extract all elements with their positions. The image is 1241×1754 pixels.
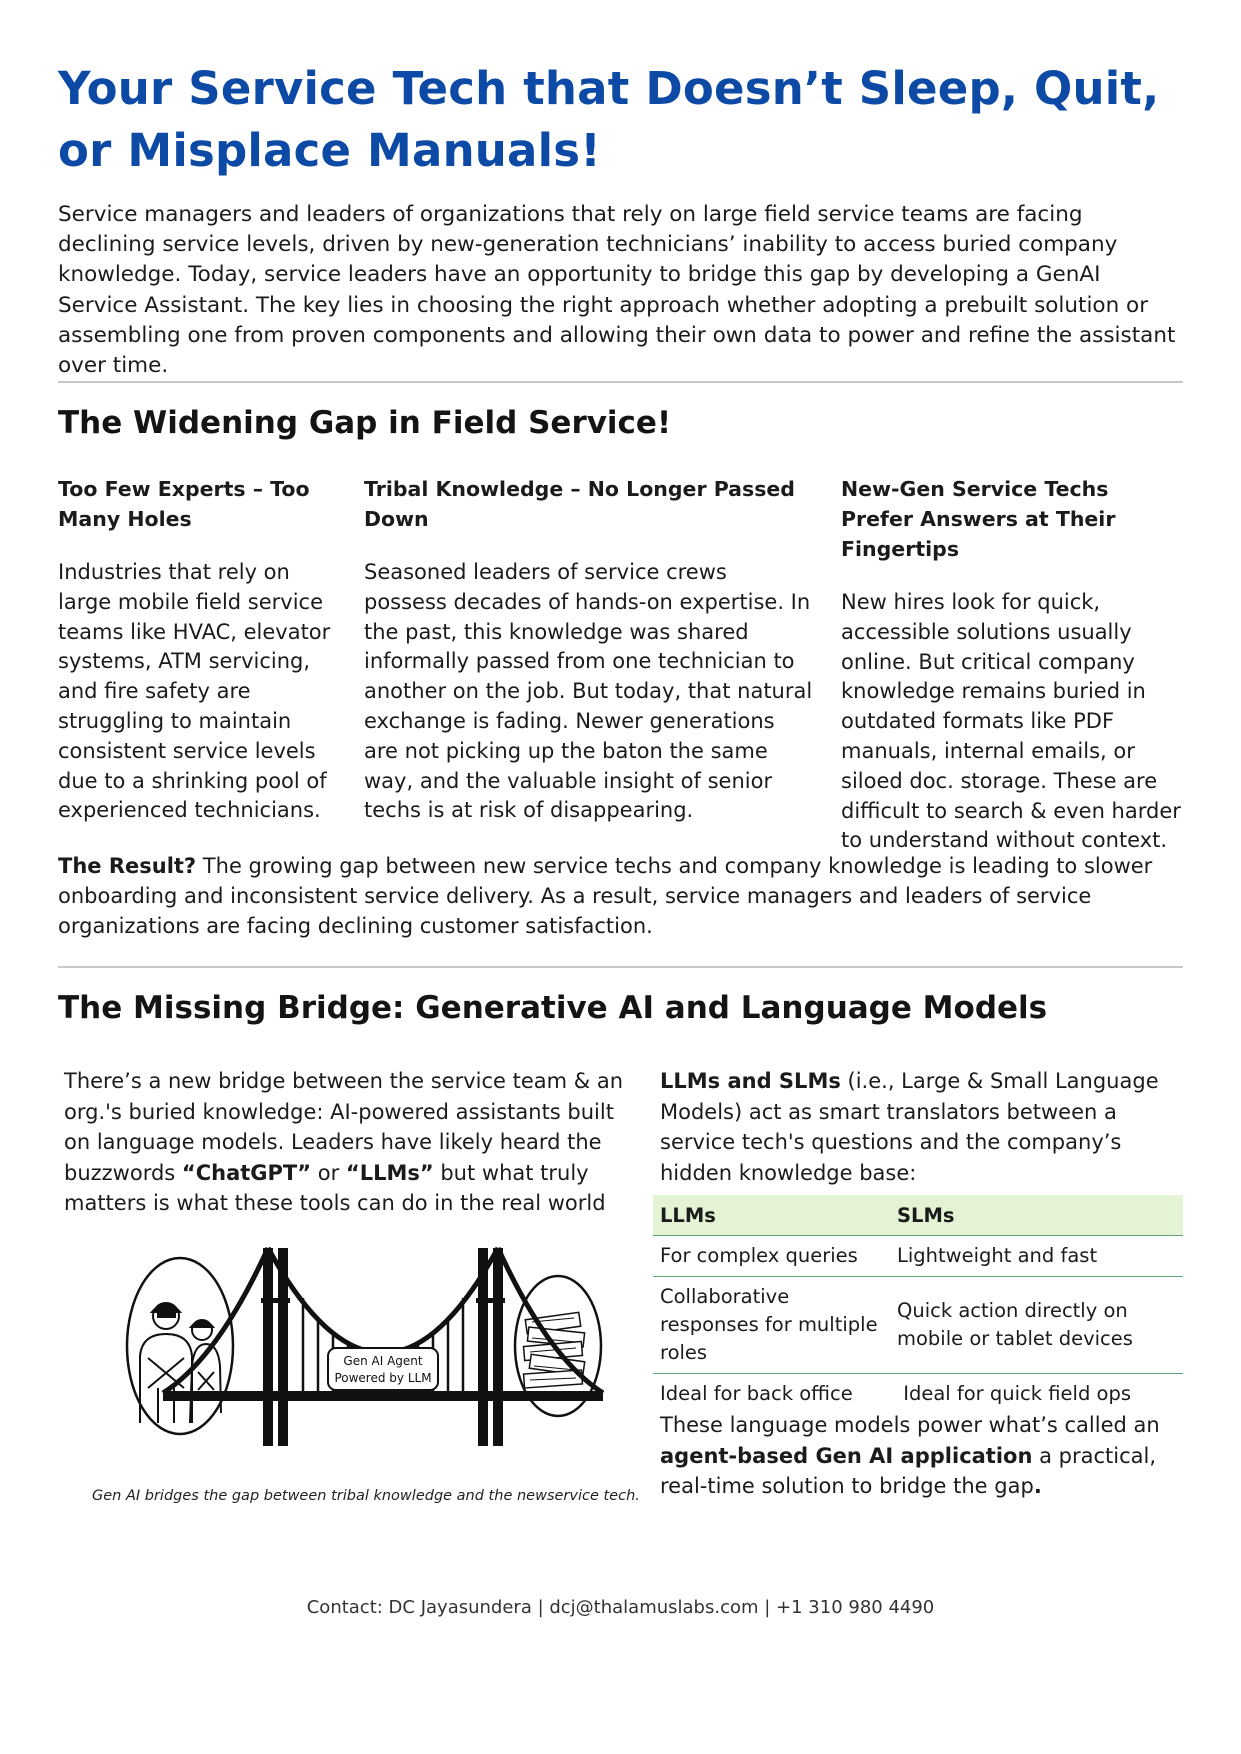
table-cell: Quick action directly on mobile or tablet devices (890, 1277, 1183, 1374)
result-paragraph (58, 851, 1183, 941)
keyword-chatgpt: “ChatGPT” (181, 1160, 312, 1185)
llm-text: (i.e., Large & Small Language Models) act as smart translators between a service tech's questions and the company’s hidden knowledge base: (660, 1069, 1159, 1185)
section-heading-bridge: The Missing Bridge: Generative AI and Language Models (58, 990, 1048, 1026)
agent-sign-line1: Gen AI Agent (343, 1354, 423, 1368)
table-cell: Ideal for back office (660, 1382, 853, 1405)
table-cell: Collaborative responses for multiple roles (653, 1277, 890, 1374)
gap-column-experts (58, 474, 338, 826)
column-body: Industries that rely on large mobile field service teams like HVAC, elevator systems, ATM servicing, and fire safety are struggling to maintain consistent service levels due to a shrinking pool of experienced technicians. (58, 560, 331, 823)
column-heading: New-Gen Service Techs Prefer Answers at Their Fingertips (841, 477, 1116, 561)
closing-text: These language models power what’s called an (660, 1413, 1160, 1437)
closing-period: . (1033, 1474, 1042, 1498)
bridge-paragraph (64, 1066, 624, 1219)
document-stack-icon (524, 1312, 585, 1388)
result-label: The Result? (58, 854, 197, 878)
table-header-llms: LLMs (653, 1195, 890, 1236)
bridge-text-part: or (311, 1160, 346, 1185)
intro-paragraph: Service managers and leaders of organizations that rely on large field service teams are facing declining service levels, driven by new-generation technicians’ inability to access buried company knowledge. Today, service leaders have an opportunity to bridge this gap by developing a GenAI Service Assistant. The key lies in choosing the right approach whether adopting a prebuilt solution or assembling one from proven components and allowing their own data to power and refine the assistant over time. (58, 202, 1176, 379)
column-heading: Too Few Experts – Too Many Holes (58, 477, 310, 531)
table-header-slms: SLMs (890, 1195, 1183, 1236)
contact-line: Contact: DC Jayasundera | dcj@thalamuslabs.com | +1 310 980 4490 (306, 1597, 935, 1618)
closing-paragraph (660, 1410, 1185, 1502)
gap-column-new-gen (841, 474, 1186, 856)
divider (58, 966, 1183, 968)
bridge-illustration (118, 1238, 648, 1463)
closing-bold: agent-based Gen AI application (660, 1443, 1033, 1468)
table-cell: Ideal for quick field ops (897, 1382, 1132, 1405)
bridge-deck (163, 1391, 603, 1401)
result-text: The growing gap between new service techs and company knowledge is leading to slower onboarding and inconsistent service delivery. As a result, service managers and leaders of service organizations are facing declining customer satisfaction. (58, 854, 1153, 938)
closing-text: a practical, real-time solution to bridge the gap (660, 1443, 1157, 1498)
column-body: New hires look for quick, accessible solutions usually online. But critical company knowledge remains buried in outdated formats like PDF manuals, internal emails, or siloed doc. storage. These are difficult to search & even harder to understand without context. (841, 590, 1181, 853)
table-row (653, 1277, 1183, 1374)
table-row (653, 1236, 1183, 1277)
llm-slm-table (653, 1195, 1183, 1414)
column-heading: Tribal Knowledge – No Longer Passed Down (364, 477, 795, 531)
bridge-text-part: There’s a new bridge between the service team & an org.'s buried knowledge: AI-powered assistants built on language models. Leaders have likely heard the buzzwords (64, 1069, 624, 1185)
bridge-text-part: but what truly matters is what these tools can do in the real world (64, 1160, 606, 1215)
llm-intro-paragraph (660, 1066, 1185, 1188)
table-header-row (653, 1195, 1183, 1236)
page-title: Your Service Tech that Doesn’t Sleep, Quit, or Misplace Manuals! (58, 62, 1160, 177)
table-cell: Lightweight and fast (890, 1236, 1183, 1277)
agent-sign-line2: Powered by LLM (334, 1371, 432, 1385)
section-heading-gap: The Widening Gap in Field Service! (58, 405, 672, 441)
column-body: Seasoned leaders of service crews possess decades of hands-on expertise. In the past, this knowledge was shared informally passed from one technician to another on the job. But today, that natural exchange is fading. Newer generations are not picking up the baton the same way, and the valuable insight of senior techs is at risk of disappearing. (364, 560, 813, 823)
table-row (653, 1374, 1183, 1415)
keyword-llms: “LLMs” (345, 1160, 434, 1185)
llm-label: LLMs and SLMs (660, 1069, 841, 1093)
divider (58, 381, 1183, 383)
gap-column-tribal-knowledge (364, 474, 814, 826)
table-cell: For complex queries (653, 1236, 890, 1277)
figure-caption: Gen AI bridges the gap between tribal knowledge and the newservice tech. (92, 1488, 640, 1504)
